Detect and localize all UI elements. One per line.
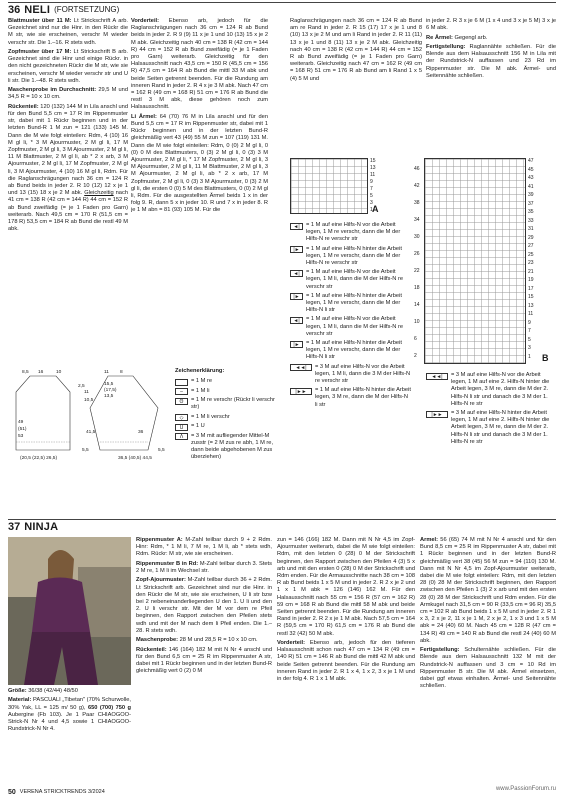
schematic-measurement: (17,5) [104,388,117,393]
chart-b-row-number: 9 [528,319,531,326]
paragraph-rippenmuster-b: Rippenmuster B in Rd: M-Zahl teilbar durch 3. Stets 2 M re, 1 M li im Wechsel str. [136,560,272,574]
chart-b-row-number: 38 [414,200,420,206]
stitch-symbol-icon: – [175,388,188,395]
paragraph-rueckenteil: Rückenteil: 146 (164) 182 M mit N Nr 4 anschl und für den Bund 6,5 cm = 25 R im Rippenmuster A str, dabei mit 1 Rückr beginnen und in der letzten Bund-R gleichmäßig vert 0 (2) 0 M [136,646,272,675]
chart-legend-text: = 1 M auf eine Hilfs-N vor die Arbeit legen, 1 M re verschr, dann die M der Hilfs-N re verschr str [306,222,401,243]
chart-b-row-number: 14 [414,302,420,308]
chart-legend-item [290,387,412,409]
chart-b-row-number: 19 [528,277,534,283]
paragraph-rueckenteil: Rückenteil: 120 (132) 144 M in Lila anschl und für den Bund 5,5 cm = 17 R im Rippenmuster str, dabei mit 1 Rückr beginnen und in der letzten Bund-R 1 M zun = 121 (133) 145 M. Dann die M wie folgt einteilen: Rdm, 4 (10) 16 M gl li, * 3 M Ajourmuster, 2 M gl li, 17 M Zopfmuster, 2 M gl li, 3 M Ajourmuster, 2 M gl li, 11 M Blattmuster, 2 M gl li, ab * 2 x arb, 3 M Ajourmuster, 2 M gl li, 17 M Zopfmuster, 2 M gl li, 3 M Ajourmuster, 4 (10) 16 M gl li, Rdm. Für die Raglanschrägungen nach 36 cm = 124 R ab Bund beids in jeder 2. R 10 (12) 12 x je 1 und 13 (15) 18 x je 2 M abk. Gleichzeitig nach 41 cm = 138 R (42 cm = 144 R) 44 cm = 152 R ab Bund zweifädig (= je 1 Faden pro Garn) weiterarb. Nach 49,5 cm = 170 R (51,5 cm = 178 R) 53,5 cm = 184 R ab Bund die restl 49 M abk. [8,103,128,233]
neli-column-2 [131,18,268,363]
chart-b-row-number: 6 [414,336,417,342]
paragraph-fertigstellung: Fertigstellung: Schulternähte schließen. Für die Blende aus dem Halsausschnitt 132 M mit der Rundstrick-N auffassen und 3 cm = 10 Rd im Rippenmuster B str. Die M abk. Ärmel einsetzen, dabei ggf etwas einhalten. Ärmel- und Seitennähte schließen. [420,647,556,690]
symbol-legend-text: = 1 M li verschr [191,413,230,420]
ninja-column-1 [8,688,131,786]
chart-b-row-number: 17 [528,285,534,292]
chart-legend-text: = 1 M auf eine Hilfs-N hinter die Arbeit legen, 3 M re, dann die M der Hilfs-N li str [315,387,411,408]
chart-b-row-number: 2 [414,353,417,359]
symbol-legend-text: = 1 M re verschr (Rückr li verschr str) [191,397,275,411]
neli-column-3 [290,18,422,88]
chart-b-row-number: 7 [528,328,531,334]
stitch-symbol-icon: U [175,424,188,431]
chart-b-row-number: 1 [528,353,531,360]
chart-b-row-number: 22 [414,268,420,274]
schematic-measurement: 8 [120,370,123,375]
chart-b-row-number: 11 [528,311,534,317]
section-name: NINJA [24,520,59,533]
chart-legend-item [426,372,556,408]
chart-b-row-number: 15 [528,294,534,300]
schematic-measurement: 41,5 [86,430,96,435]
paragraph-re-aermel: Re Ärmel: Gegengl arb. [426,34,488,41]
schematic-measurement: 10,5 [84,398,94,403]
chart-a-row-number: 11 [370,172,376,178]
paragraph-groesse: Größe: 36/38 (42/44) 48/50 [8,688,78,694]
chart-a-row-number: 3 [370,200,373,206]
chart-b-row-number: 30 [414,234,420,240]
ninja-column-3 [277,537,415,786]
stitch-symbol-icon: ◄| [290,223,303,230]
paragraph-maschenprobe: Maschenprobe im Durchschnitt: 29,5 M und 34,5 R = 10 x 10 cm. [8,87,128,101]
neli-column-1 [8,18,128,363]
schematic-measurement: 49 [18,420,24,425]
chart-legend-item [290,246,412,268]
paragraph-rueckenteil-cont: zun = 146 (166) 182 M. Dann mit N Nr 4,5 im Zopf-Ajourmuster weiterarb, dabei die M wie folgt einteilen: Rdm, mit den letzten 0 (28) 0 M der Strickschrift beginnen, den Rapport zwischen den Pfeilen 4 (3) 5 x arb und mit den ersten 0 (28) 0 M der Strickschrift und Rdm enden. Für die Armausschnitte nach 38 cm = 108 R ab Bund beids 1 x 5 M und in jeder 2. R 2 x je 2 und 1 x 1 M abk = 126 (146) 162 M. Für den Halsausschnitt nach 55 cm = 156 R (57 cm = 162 R) 59 cm = 168 R ab Bund die mittl 58 M abk und beide Seiten getrennt beenden. Für die Rundung am inneren Rand in jeder 2. R 2 x je 1 M abk. Nach 57,5 cm = 164 R (59,5 cm = 170 R) 61,5 cm = 176 R ab Bund die restl 32 (42) 50 M abk. [277,537,415,637]
paragraph-fertigstellung: Fertigstellung: Raglannähte schließen. Für die Blende aus dem Halsausschnitt 156 M in Lila mit der Rundstrick-N auffassen und 23 Rd im Rippenmuster str. Die M abk. Ärmel- und Seitennähte schließen. [426,43,556,79]
chart-b-row-number: 5 [528,336,531,343]
paragraph-material: Material: PASCUALI „Tibetan" (70% Schurwolle, 30% Yak, LL = 125 m/ 50 g), 650 (700) 750 g Aubergine (Fb 103). Je 1 Paar CHIAOGOO-Strick-N Nr 4 und 4,5 sowie 1 CHIAOGOO-Rundstrick-N Nr 4. [8,697,131,733]
chart-b-row-number: 35 [528,209,534,215]
chart-legend-text: = 1 M auf eine Hilfs-N vor die Arbeit legen, 1 M li, dann die M der Hilfs-N re verschr str [306,316,404,337]
watermark: www.PassionForum.ru [495,786,556,792]
chart-legend-text: = 1 M auf eine Hilfs-N hinter die Arbeit legen, 1 M re verschr, dann die M der Hilfs-N li str [306,340,402,361]
symbol-legend-item [175,423,275,431]
magazine-name: VERENA STRICKTRENDS 3/2024 [19,789,105,795]
chart-legend-1 [290,222,412,462]
chart-a-label: A [372,204,379,214]
paragraph-raglan: Raglanschrägungen nach 36 cm = 124 R ab Bund am re Rand in jeder 2. R 15 (17) 17 x je 1 und 8 (10) 13 x je 2 M und am li Rand in jeder 2. R 11 (11) 13 x je 1 und 8 (11) 13 x je 2 M abk. Gleichzeitig nach 40 cm = 138 R (42 cm = 144 R) 44 cm = 152 R ab Bund zweifädig (= je 1 Faden pro Garn) weiterarb. Gleichzeitig nach 47 cm = 162 R (49 cm = 168 R) 51 cm = 176 R ab Bund am li Rand 1 x 5 (4) 5 M und [290,18,422,82]
schematic-measurement: 11 [104,370,109,375]
chart-b-row-number: 41 [528,183,534,190]
chart-b-row-number: 39 [528,192,534,198]
stitch-symbol-icon: ◄| [290,317,303,324]
knitting-chart-a [290,158,368,214]
chart-b-row-number: 42 [414,183,420,189]
schematic-measurement: 11 [84,390,89,395]
chart-legend-text: = 1 M auf eine Hilfs-N vor die Arbeit legen, 1 M li, dann die M der Hilfs-N re verschr str [306,269,404,290]
chart-a-row-number: 13 [370,165,376,171]
stitch-symbol-icon: |► [290,341,303,348]
section-header-neli [8,2,556,16]
symbol-legend-text: = 1 M li [191,387,210,394]
chart-b-row-number: 47 [528,158,534,164]
stitch-symbol-icon: |►► [290,388,312,395]
ninja-column-4 [420,537,556,786]
schematic-measurement: 5,5 [82,448,89,453]
chart-b-row-number: 23 [528,260,534,266]
section-number: 36 [8,3,21,16]
paragraph-blattmuster: Blattmuster über 11 M: Lt Strickschrift A arb. Gezeichnet sind nur die Hinr. in den Rückr die M str, wie sie erscheinen, verschr M wieder verschr str. Die 1.–16. R stets wdh. [8,18,128,46]
chart-legend-item [290,293,412,315]
symbol-legend-text: = 3 M mit aufliegender Mittel-M zusstr (= 2 M zus re abh, 1 M re, dann beide abgehobenen M zus überziehen) [191,432,274,461]
chart-legend-text: = 3 M auf eine Hilfs-N vor die Arbeit legen, 1 M auf eine 2. Hilfs-N hinter die Arbeit legen, 3 M re, dann die M der 2. Hilfs-N li str und danach die 3 M der 1. Hilfs-N re str [451,372,550,407]
schematic-measurement: 10 [56,370,62,375]
paragraph-maschenprobe: Maschenprobe: 28 M und 28,5 R = 10 x 10 cm. [136,637,258,644]
section-number: 37 [8,520,21,533]
body-pattern-outline [16,376,70,450]
chart-legend-text: = 1 M auf eine Hilfs-N hinter die Arbeit legen, 1 M re verschr, dann die M der Hilfs-N li str [306,292,402,314]
symbol-legend-text: = 1 M re [191,378,213,385]
chart-b-row-number: 45 [528,166,534,173]
stitch-symbol-icon: |►► [426,411,448,418]
stitch-symbol-icon: ◄| [290,270,303,277]
page-number: 50 [8,788,16,796]
chart-legend-item [290,316,412,338]
chart-legend-item [290,269,412,291]
stitch-symbol-icon: ◄◄| [290,364,312,371]
chart-legend-item [290,222,412,244]
paragraph-continuation: in jeder 2. R 3 x je 6 M (1 x 4 und 3 x je 5 M) 3 x je 6 M abk. [426,18,556,32]
chart-a-row-number: 7 [370,186,373,192]
neli-column-4 [426,18,556,158]
schematic-measurement: 2,5 [78,384,85,389]
symbol-legend-text: = 1 U [191,423,205,430]
chart-legend-2 [426,372,556,462]
schematic-measurement: (51) [18,427,27,432]
chart-b-row-number: 26 [414,251,420,257]
paragraph-aermel: Ärmel: 56 (65) 74 M mit N Nr 4 anschl und für den Bund 8,5 cm = 25 R im Rippenmuster A str, dabei mit 1 Rückr beginnen und in der letzten Bund-R gleichmäßig vert 38 (45) 56 M zun = 94 (110) 130 M. Dann mit N Nr 4,5 im Zopf-Ajourmuster weiterarb, dabei die M wie folgt einteilen: Rdm, mit den letzten 28 (0) 28 M der Strickschrift beginnen, den Rapport zwischen den Pfeilen 1 (3) 2 x arb und mit den ersten 28 (0) 28 M der Strickschrift und Rdm enden. Für die Armkugel nach 31,5 cm = 90 R (33,5 cm = 96 R) 35,5 cm = 102 R ab Bund beids 1 x 5 M und in jeder 2. R 1 x 3, 2 x je 2, 11 x je 1 M, 2 x je 2, 1 x 3 und 1 x 5 M abk = 24 (40) 60 M. Nach 45 cm = 128 R (47 cm = 134 R) 49 cm = 140 R ab Bund die restl 24 (40) 60 M abk. [420,537,556,644]
schematic-measurement: 13,5 [104,394,114,399]
schematic-measurement: 36,5 (40,5) 44,5 [118,456,152,461]
stitch-symbol-icon: |► [290,246,303,253]
chart-b-row-number: 18 [414,285,420,291]
paragraph-vorderteil: Vorderteil: Ebenso arb, jedoch für den tieferen Halsausschnitt schon nach 47 cm = 134 R (49 cm = 140 R) 51 cm = 146 R ab Bund die mittl 42 M abk und beide Seiten getrennt beenden. Für die Rundung am inneren Rand in jeder 2. R 1 x 4, 1 x 2, 3 x je 1 M und in der folg 4. R 1 x 1 M abk. [277,640,415,683]
chart-b-row-number: 29 [528,234,534,241]
symbol-legend [175,368,275,468]
schematic-measurement: 53 [18,434,24,439]
schematic-measurement: 15,5 [104,382,114,387]
stitch-symbol-icon [175,379,188,386]
schematic-measurement: 36 [138,430,144,435]
chart-b-row-number: 33 [528,217,534,224]
sleeve-pattern-outline [90,376,158,450]
chart-b-row-number: 3 [528,345,531,351]
chart-b-row-number: 21 [528,268,534,275]
stitch-symbol-icon: ◇ [175,414,188,421]
chart-legend-item [290,340,412,362]
stitch-symbol-icon: Λ [175,433,188,440]
chart-a-row-number: 15 [370,158,376,164]
symbol-legend-item [175,433,275,462]
symbol-legend-title: Zeichenerklärung: [175,368,225,374]
stitch-symbol-icon: |► [290,293,303,300]
chart-legend-text: = 3 M auf eine Hilfs-N hinter die Arbeit legen, 1 M auf eine 2. Hilfs-N hinter die Arbeit legen, 3 M re, dann die M der 2. Hilfs-N li str und danach die 3 M der 1. Hilfs-N re str [451,410,550,445]
schematic-measurement: 5,5 [158,448,165,453]
paragraph-vorderteil: Vorderteil: Ebenso arb, jedoch für die Raglanschrägungen nach 36 cm = 124 R ab Bund beids in jeder 2. R 9 (9) 11 x je 1 und 10 (13) 15 x je 2 M abk. Gleichzeitig nach 40 cm = 138 R (42 cm = 144 R) 44 cm = 152 R ab Bund zweifädig (= je 1 Faden pro Garn) weiterarb. Gleichzeitig für den Halsausschnitt nach 43,5 cm = 150 R (45,5 cm = 156 R) 47,5 cm = 164 R ab Bund die mittl 33 M abk und beide Seiten getrennt beenden. Für die Rundung am inneren Rand in jeder 2. R 4 x je 3 M abk. Nach 47 cm = 162 R (49 cm = 168 R) 51 cm = 176 R ab Bund die restl 3 M abk, diese gehören noch zum Halsausschnitt. [131,18,268,111]
model-photo-illustration [8,537,131,685]
chart-b-row-number: 46 [414,166,420,172]
schematic-measurement: 16 [38,370,44,375]
chart-a-row-number: 9 [370,179,373,185]
chart-b-left-numbers [414,158,424,364]
symbol-legend-item [175,397,275,411]
section-name: NELI [24,3,51,16]
chart-b-row-number: 31 [528,226,534,232]
chart-b-right-numbers [528,158,540,364]
chart-b-row-number: 34 [414,217,420,223]
model-photo [8,537,131,685]
page-footer [8,787,556,797]
section-suffix: (FORTSETZUNG) [54,5,120,14]
chart-b-row-number: 25 [528,251,534,258]
section-header-ninja [8,519,556,533]
stitch-symbol-icon: ◄◄| [426,373,448,380]
paragraph-zopf-ajourmuster: Zopf-Ajourmuster: M-Zahl teilbar durch 36 + 2 Rdm. Lt Strickschrift arb. Gezeichnet sind nur die Hinr. in den Rückr die M str, wie sie erscheinen, U li str bzw bei 2 nebeneinanderliegenden U den 1. U li und den 2. U li verschr str. Mit der M vor dem re Pfeil beginnen, den Rapport zwischen den Pfeilen stets wdh und mit der M nach dem li Pfeil enden. Die 1.–28. R stets wdh. [136,577,272,634]
symbol-legend-item [175,378,275,386]
chart-legend-text: = 1 M auf eine Hilfs-N hinter die Arbeit legen, 1 M re verschr, dann die M der Hilfs-N re verschr str [306,245,402,267]
chart-b-label: B [542,353,549,363]
chart-a-row-number: 1 [370,207,373,213]
stitch-symbol-icon: ʘ [175,398,188,405]
knitting-chart-b [424,158,526,364]
ninja-column-2 [136,537,272,786]
paragraph-rippenmuster-a: Rippenmuster A: M-Zahl teilbar durch 9 + 2 Rdm. Hinr: Rdm, * 1 M li, 7 M re, 1 M li, ab * stets wdh, Rdm. Rückr: M str, wie sie erscheinen. [136,537,272,558]
chart-b-row-number: 37 [528,200,534,207]
paragraph-li-aermel: Li Ärmel: 64 (70) 76 M in Lila anschl und für den Bund 5,5 cm = 17 R im Rippenmuster str, dabei mit 1 Rückr beginnen und in der letzten Bund-R gleichmäßig vert 43 (49) 55 M zun = 107 (119) 131 M. Dann die M wie folgt einteilen: Rdm, 0 (0) 2 M gl li, 0 (0) 0 M des Blattmusters, 0 (3) 2 M gl li, 0 (3) 3 M Ajourmuster, 2 M gl li, * 17 M Zopfmuster, 2 M gl li, 3 M Ajourmuster, 2 M gl li, 11 M Blattmuster, 2 M gl li, 3 M Ajourmuster, 2 M gl li, ab * 2 x arb, 17 M Zopfmuster, 2 M gl li, 0 (3) 3 M Ajourmuster, 0 (3) 2 M gl li, die ersten 0 (0) 5 M des Blattmusters, 0 (0) 2 M gl li, Rdm. Für die ausgestellten Ärmel beids 1 x in der folg 9. R, dann 5 x in jeder 10. R und 7 x in jeder 8. R je 1 M abn = 81 (93) 105 M. Für die [131,113,268,214]
schematic-measurement: 8,5 [22,370,29,375]
symbol-legend-item [175,414,275,422]
chart-b-row-number: 27 [528,243,534,249]
chart-legend-item [426,410,556,446]
schematic-measurement: (20,5 (22,5) 26,5) [20,456,58,461]
chart-b-row-number: 43 [528,175,534,181]
chart-b-row-number: 10 [414,319,420,325]
symbol-legend-item [175,388,275,396]
chart-a-row-number: 5 [370,193,373,199]
garment-schematic [8,368,173,466]
chart-legend-text: = 3 M auf eine Hilfs-N vor die Arbeit legen, 1 M li, dann die 3 M der Hilfs-N re verschr str [315,363,411,385]
paragraph-zopfmuster: Zopfmuster über 17 M: Lt Strickschrift B arb. Gezeichnet sind die Hinr und einige Rückr. in den nicht gezeichneten Rückr die M str, wie sie erscheinen, verschr M wieder verschr str und U li str. Die 1.–48. R stets wdh. [8,49,128,84]
chart-legend-item [290,364,412,386]
chart-b-row-number: 13 [528,302,534,309]
